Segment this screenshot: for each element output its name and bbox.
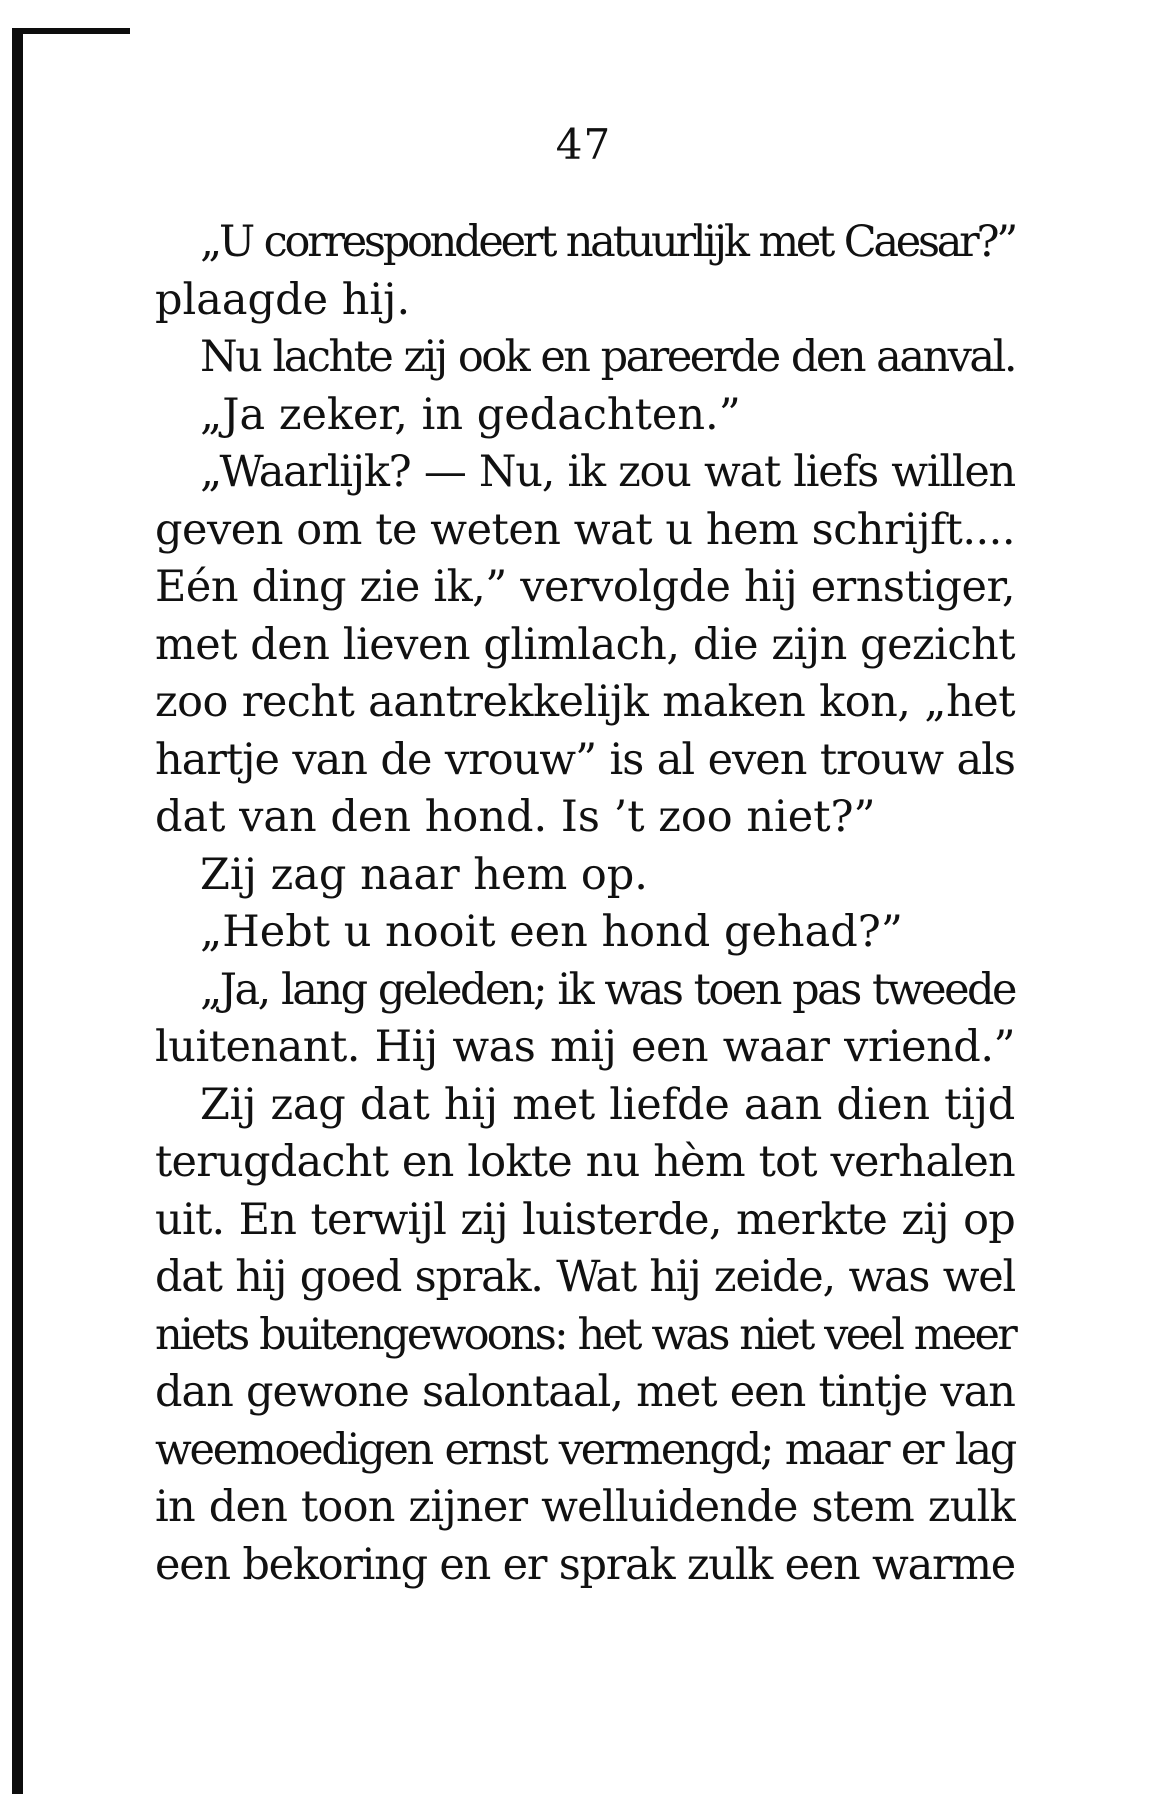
- text-line: „Ja zeker, in gedachten.”: [200, 389, 741, 440]
- text-line: niets buitengewoons: het was niet veel meer: [155, 1309, 1015, 1360]
- text-line: „Waarlijk? — Nu, ik zou wat liefs willen: [200, 447, 1015, 497]
- text-line: Eén ding zie ik,” vervolgde hij ernstiger,: [155, 562, 1015, 612]
- text-line: dat hij goed sprak. Wat hij zeide, was wel: [155, 1252, 1015, 1302]
- text-line: terugdacht en lokte nu hèm tot verhalen: [155, 1137, 1015, 1187]
- text-line: geven om te weten wat u hem schrijft....: [155, 504, 1015, 555]
- text-line: Zij zag naar hem op.: [200, 849, 648, 900]
- binding-top-edge: [12, 28, 130, 34]
- text-line: „Hebt u nooit een hond gehad?”: [200, 907, 903, 957]
- text-line: plaagde hij.: [155, 274, 411, 325]
- text-line: zoo recht aantrekkelijk maken kon, „het: [155, 677, 1015, 727]
- text-line: een bekoring en er sprak zulk een warme: [155, 1539, 1015, 1590]
- text-line: dan gewone salontaal, met een tintje van: [155, 1367, 1015, 1417]
- text-line: luitenant. Hij was mij een waar vriend.”: [155, 1022, 1015, 1072]
- text-line: dat van den hond. Is ’t zoo niet?”: [155, 792, 876, 842]
- binding-edge: [12, 34, 23, 1794]
- text-line: met den lieven glimlach, die zijn gezicht: [155, 619, 1015, 670]
- page-number: 47: [555, 120, 612, 169]
- body-text: [155, 214, 1015, 1594]
- text-line: „Ja, lang geleden; ik was toen pas tweede: [200, 964, 1015, 1015]
- text-line: Nu lachte zij ook en pareerde den aanval.: [200, 332, 1015, 382]
- text-line: Zij zag dat hij met liefde aan dien tijd: [200, 1079, 1015, 1130]
- text-line: hartje van de vrouw” is al even trouw als: [155, 734, 1015, 785]
- text-line: „U correspondeert natuurlijk met Caesar?”: [200, 217, 1015, 267]
- text-line: weemoedigen ernst vermengd; maar er lag: [155, 1424, 1015, 1475]
- text-line: in den toon zijner welluidende stem zulk: [155, 1482, 1015, 1532]
- text-line: uit. En terwijl zij luisterde, merkte zij op: [155, 1194, 1015, 1245]
